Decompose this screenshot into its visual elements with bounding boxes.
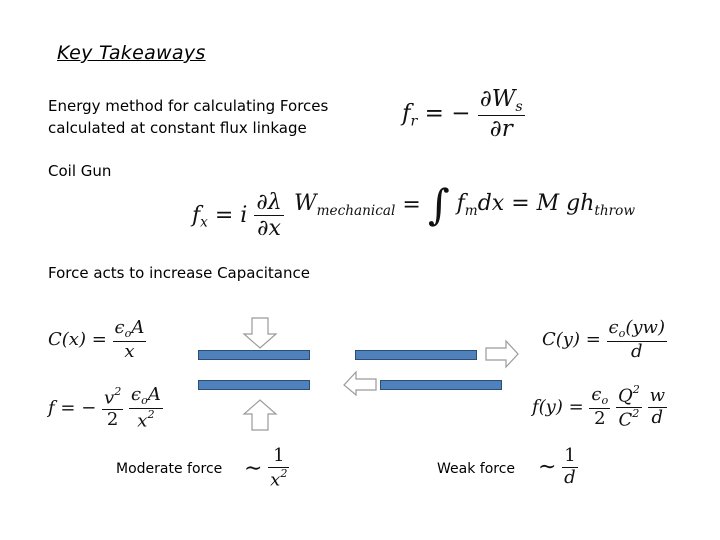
right-arrow-icon <box>486 341 518 367</box>
cy-fraction: $\frac{\epsilon_o(yw)}{d}$ <box>608 317 665 362</box>
up-arrow-icon <box>244 400 276 430</box>
capacitor-force-x-equation: f = − $\frac{v^2}{2}$ $\frac{\epsilon_oA}{x^2}$ <box>48 384 161 432</box>
down-arrow-icon <box>244 318 276 348</box>
energy-method-line-1: Energy method for calculating Forces <box>48 97 329 115</box>
weak-force-label: Weak force <box>437 461 516 477</box>
capacitance-heading: Force acts to increase Capacitance <box>48 264 310 282</box>
moderate-force-label: Moderate force <box>116 461 223 477</box>
capacitance-y-equation: C(y) = $\frac{\epsilon_o(yw)}{d}$ <box>542 317 665 362</box>
energy-method-text <box>48 95 328 139</box>
capacitor-force-y-equation: f(y) = $\frac{\epsilon_o}{2}$ $\frac{Q^2}{C^2}$ $\frac{w}{d}$ <box>532 383 665 431</box>
w-over-d: $\frac{w}{d}$ <box>649 385 665 429</box>
partial-lambda-over-partial-x: $\frac{\partial\lambda}{\partial x}$ <box>256 190 282 242</box>
coil-force-equation: $f_x = i$ $\frac{\partial\lambda}{\partial x}$ <box>192 190 282 242</box>
partial-ws-over-partial-r: $\frac{\partial W_s}{\partial r}$ <box>479 86 523 143</box>
one-over-x-squared: $\frac{1}{x^2}$ <box>270 445 288 491</box>
one-over-d: $\frac{1}{d}$ <box>564 445 576 488</box>
left-bottom-plate <box>198 380 310 390</box>
eps-a-over-x-squared: $\frac{\epsilon_oA}{x^2}$ <box>131 384 161 432</box>
eps-over-two: $\frac{\epsilon_o}{2}$ <box>591 384 609 430</box>
weak-force-scaling: ∼ $\frac{1}{d}$ <box>538 445 576 488</box>
left-top-plate <box>198 350 310 360</box>
capacitance-x-equation: C(x) = $\frac{\epsilon_oA}{x}$ <box>48 317 145 362</box>
energy-method-line-2: calculated at constant flux linkage <box>48 119 307 137</box>
slide-title: Key Takeaways <box>57 42 206 64</box>
v-squared-over-two: $\frac{v^2}{2}$ <box>104 385 122 431</box>
parallel-plate-compress-diagram <box>230 310 340 440</box>
integral-sign: ∫ <box>427 180 450 229</box>
cx-fraction: $\frac{\epsilon_oA}{x}$ <box>114 317 145 362</box>
moderate-force-scaling: ∼ $\frac{1}{x^2}$ <box>244 445 288 491</box>
q-squared-over-c-squared: $\frac{Q^2}{C^2}$ <box>617 383 640 431</box>
left-arrow-icon <box>344 372 376 395</box>
mechanical-work-equation: $W_{mechanical}$ = ∫ $f_mdx = M$ $gh_{throw}$ <box>294 180 636 229</box>
parallel-plate-slide-diagram <box>340 336 530 396</box>
force-radial-equation: $f_r$ = − $\frac{\partial W_s}{\partial r}$ <box>402 86 523 143</box>
coil-gun-label: Coil Gun <box>48 162 112 180</box>
